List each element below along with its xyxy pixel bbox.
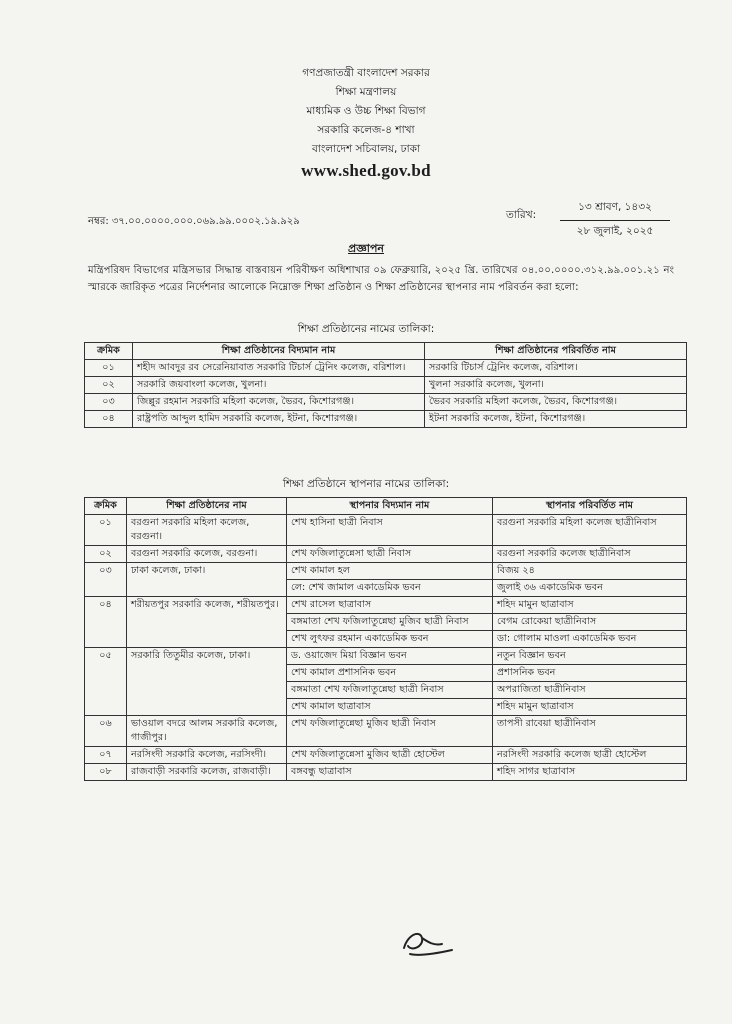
changed-facility-cell: বিজয় ২৪ (493, 563, 687, 580)
current-facility-cell: শেখ কামাল হল (287, 563, 493, 580)
table-header-row (85, 498, 687, 515)
serial-cell: ০২ (85, 377, 133, 394)
table-row (85, 411, 687, 428)
institution-cell: শরীয়তপুর সরকারি কলেজ, শরীয়তপুর। (127, 597, 287, 648)
serial-cell: ০৫ (85, 648, 127, 716)
table-row (85, 377, 687, 394)
table-row (85, 764, 687, 781)
signature-mark (398, 924, 456, 960)
changed-facility-cell: বরগুনা সরকারি কলেজ ছাত্রীনিবাস (493, 546, 687, 563)
table-row (85, 563, 687, 580)
institution-cell: ঢাকা কলেজ, ঢাকা। (127, 563, 287, 597)
current-facility-cell: শেখ ফজিলাতুন্নেছা মুজিব ছাত্রী নিবাস (287, 716, 493, 747)
current-name-cell: সরকারি জয়বাংলা কলেজ, খুলনা। (133, 377, 425, 394)
table1-caption: শিক্ষা প্রতিষ্ঠানের নামের তালিকা: (297, 323, 435, 335)
current-facility-cell: শেখ লুৎফর রহমান একাডেমিক ভবন (287, 631, 493, 648)
ministry-name: শিক্ষা মন্ত্রণালয় (335, 86, 397, 98)
changed-name-cell: খুলনা সরকারি কলেজ, খুলনা। (425, 377, 687, 394)
office-address: বাংলাদেশ সচিবালয়, ঢাকা (311, 143, 421, 155)
changed-facility-cell: নতুন বিজ্ঞান ভবন (493, 648, 687, 665)
table-row (85, 515, 687, 546)
govt-name: গণপ্রজাতন্ত্রী বাংলাদেশ সরকার (302, 67, 430, 79)
changed-facility-cell: ডা: গোলাম মাওলা একাডেমিক ভবন (493, 631, 687, 648)
serial-cell: ০৩ (85, 394, 133, 411)
serial-cell: ০৪ (85, 411, 133, 428)
table-row (85, 716, 687, 747)
institution-cell: বরগুনা সরকারি কলেজ, বরগুনা। (127, 546, 287, 563)
division-name: মাধ্যমিক ও উচ্চ শিক্ষা বিভাগ (306, 105, 426, 117)
table1-body (85, 360, 687, 428)
current-facility-cell: শেখ ফজিলাতুন্নেসা মুজিব ছাত্রী হোস্টেল (287, 747, 493, 764)
current-facility-cell: শেখ কামাল ছাত্রাবাস (287, 699, 493, 716)
date-english: ২৮ জুলাই, ২০২৫ (576, 225, 654, 237)
section-name: সরকারি কলেজ-৪ শাখা (317, 124, 415, 136)
current-facility-cell: শেখ কামাল প্রশাসনিক ভবন (287, 665, 493, 682)
table-row (85, 597, 687, 614)
changed-facility-cell: বেগম রোকেয়া ছাত্রীনিবাস (493, 614, 687, 631)
header-current-name: শিক্ষা প্রতিষ্ঠানের বিদ্যমান নাম (133, 343, 425, 360)
changed-facility-cell: প্রশাসনিক ভবন (493, 665, 687, 682)
serial-cell: ০৭ (85, 747, 127, 764)
current-facility-cell: শেখ হাসিনা ছাত্রী নিবাস (287, 515, 493, 546)
institution-name-table (84, 342, 687, 428)
serial-cell: ০১ (85, 360, 133, 377)
changed-facility-cell: শহিদ মামুন ছাত্রাবাস (493, 597, 687, 614)
institution-cell: রাজবাড়ী সরকারি কলেজ, রাজবাড়ী। (127, 764, 287, 781)
letterhead (0, 64, 732, 183)
serial-cell: ০৪ (85, 597, 127, 648)
current-name-cell: জিল্লুর রহমান সরকারি মহিলা কলেজ, ভৈরব, কিশোরগঞ্জ। (133, 394, 425, 411)
website-url: www.shed.gov.bd (301, 161, 431, 180)
date-block (560, 198, 670, 241)
changed-name-cell: ইটনা সরকারি কলেজ, ইটনা, কিশোরগঞ্জ। (425, 411, 687, 428)
institution-cell: ভাওয়াল বদরে আলম সরকারি কলেজ, গাজীপুর। (127, 716, 287, 747)
current-facility-cell: লে: শেখ জামাল একাডেমিক ভবন (287, 580, 493, 597)
facility-name-table (84, 497, 687, 781)
institution-cell: সরকারি তিতুমীর কলেজ, ঢাকা। (127, 648, 287, 716)
table-row (85, 747, 687, 764)
changed-facility-cell: জুলাই ৩৬ একাডেমিক ভবন (493, 580, 687, 597)
notification-body: মন্ত্রিপরিষদ বিভাগের মন্ত্রিসভার সিদ্ধান্ত বাস্তবায়ন পরিবীক্ষণ অধিশাখার ০৯ ফেব্রুয়ারি, ২০২৫ খ্রি. তারিখের ০৪.০০.০০০০.৩১২.৯৯.০০১.২১ নং স্মারকে জারিকৃত পত্রের নির্দেশনার আলোকে নিম্নোক্ত শিক্ষা প্রতিষ্ঠান ও শিক্ষা প্রতিষ্ঠানের স্থাপনার নাম পরিবর্তন করা হলো: (88, 265, 674, 293)
changed-facility-cell: তাপসী রাবেয়া ছাত্রীনিবাস (493, 716, 687, 747)
table-row (85, 360, 687, 377)
changed-facility-cell: বরগুনা সরকারি মহিলা কলেজ ছাত্রীনিবাস (493, 515, 687, 546)
changed-name-cell: সরকারি টিচার্স ট্রেনিং কলেজ, বরিশাল। (425, 360, 687, 377)
changed-facility-cell: অপরাজিতা ছাত্রীনিবাস (493, 682, 687, 699)
current-name-cell: রাষ্ট্রপতি আব্দুল হামিদ সরকারি কলেজ, ইটনা, কিশোরগঞ্জ। (133, 411, 425, 428)
header-institution: শিক্ষা প্রতিষ্ঠানের নাম (127, 498, 287, 515)
changed-facility-cell: নরসিংদী সরকারি কলেজ ছাত্রী হোস্টেল (493, 747, 687, 764)
changed-name-cell: ভৈরব সরকারি মহিলা কলেজ, ভৈরব, কিশোরগঞ্জ। (425, 394, 687, 411)
table-row (85, 546, 687, 563)
institution-cell: নরসিংদী সরকারি কলেজ, নরসিংদী। (127, 747, 287, 764)
date-label: তারিখ: (506, 209, 537, 221)
current-facility-cell: শেখ ফজিলাতুন্নেসা ছাত্রী নিবাস (287, 546, 493, 563)
header-serial: ক্রমিক (85, 498, 127, 515)
serial-cell: ০১ (85, 515, 127, 546)
table-header-row (85, 343, 687, 360)
table2-body (85, 515, 687, 781)
changed-facility-cell: শহিদ সাগর ছাত্রাবাস (493, 764, 687, 781)
current-facility-cell: বঙ্গমাতা শেখ ফজিলাতুন্নেছা ছাত্রী নিবাস (287, 682, 493, 699)
table2-caption: শিক্ষা প্রতিষ্ঠানে স্থাপনার নামের তালিকা: (282, 478, 450, 490)
memo-number: নম্বর: ৩৭.০০.০০০০.০০০.০৬৯.৯৯.০০০২.১৯.৯২৯ (88, 216, 300, 227)
table-row (85, 394, 687, 411)
current-facility-cell: বঙ্গমাতা শেখ ফজিলাতুন্নেছা মুজিব ছাত্রী নিবাস (287, 614, 493, 631)
institution-cell: বরগুনা সরকারি মহিলা কলেজ, বরগুনা। (127, 515, 287, 546)
current-facility-cell: বঙ্গবন্ধু ছাত্রাবাস (287, 764, 493, 781)
current-name-cell: শহীদ আবদুর রব সেরেনিয়াবাত সরকারি টিচার্স ট্রেনিং কলেজ, বরিশাল। (133, 360, 425, 377)
date-bangla: ১৩ শ্রাবণ, ১৪৩২ (560, 198, 670, 221)
current-facility-cell: ড. ওয়াজেদ মিয়া বিজ্ঞান ভবন (287, 648, 493, 665)
serial-cell: ০২ (85, 546, 127, 563)
header-serial: ক্রমিক (85, 343, 133, 360)
table-row (85, 648, 687, 665)
serial-cell: ০৮ (85, 764, 127, 781)
changed-facility-cell: শহিদ মামুন ছাত্রাবাস (493, 699, 687, 716)
notification-title: প্রজ্ঞাপন (348, 242, 384, 255)
header-changed-facility: স্থাপনার পরিবর্তিত নাম (493, 498, 687, 515)
header-changed-name: শিক্ষা প্রতিষ্ঠানের পরিবর্তিত নাম (425, 343, 687, 360)
current-facility-cell: শেখ রাসেল ছাত্রাবাস (287, 597, 493, 614)
serial-cell: ০৬ (85, 716, 127, 747)
serial-cell: ০৩ (85, 563, 127, 597)
header-current-facility: স্থাপনার বিদ্যমান নাম (287, 498, 493, 515)
